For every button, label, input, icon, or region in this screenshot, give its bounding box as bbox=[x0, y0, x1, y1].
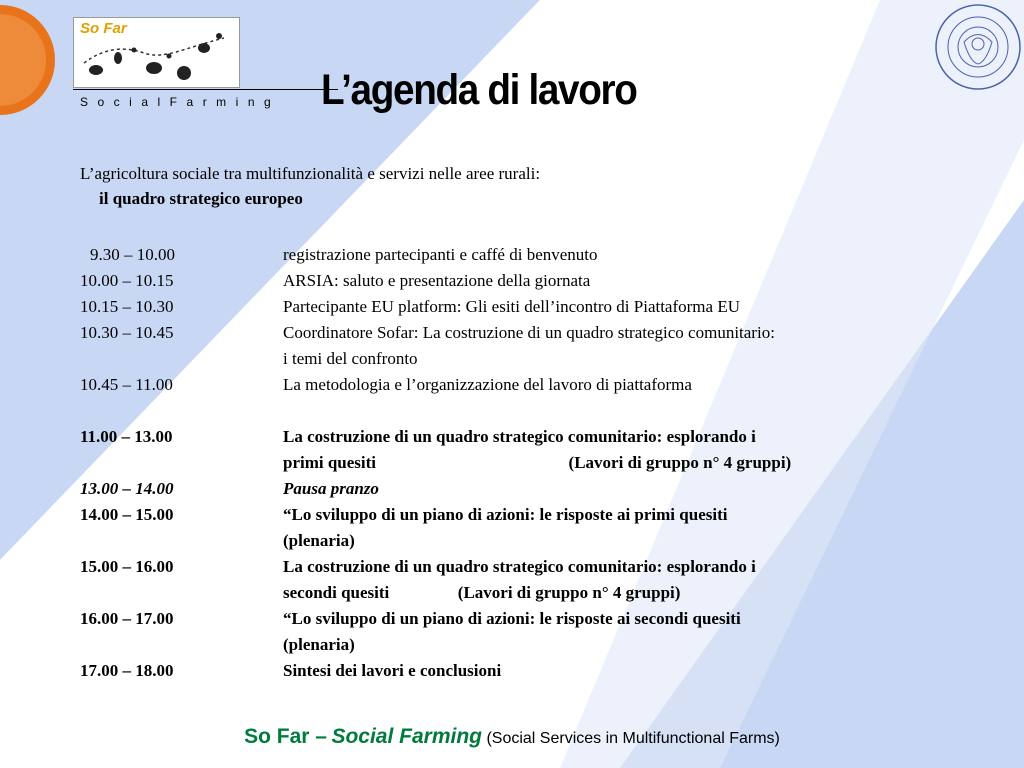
agenda-group-note: (Lavori di gruppo n° 4 gruppi) bbox=[457, 583, 681, 602]
agenda-time: 14.00 – 15.00 bbox=[80, 505, 174, 524]
agenda-time: 16.00 – 17.00 bbox=[80, 609, 174, 628]
page-title: L’agenda di lavoro bbox=[321, 66, 637, 114]
agenda-list bbox=[80, 242, 954, 684]
agenda-desc-block bbox=[283, 424, 954, 476]
intro bbox=[80, 161, 540, 211]
footer-brand-italic: Social Farming bbox=[331, 725, 482, 748]
footer-subtitle: (Social Services in Multifunctional Farms) bbox=[486, 730, 780, 747]
agenda-desc-continued: i temi del confronto bbox=[283, 349, 418, 368]
logo-text: So Far bbox=[80, 20, 127, 37]
agenda-desc: ARSIA: saluto e presentazione della giornata bbox=[283, 271, 591, 290]
agenda-time: 10.15 – 10.30 bbox=[80, 297, 174, 316]
agenda-desc-block bbox=[283, 320, 954, 372]
agenda-desc-continued bbox=[283, 450, 954, 476]
agenda-time: 13.00 – 14.00 bbox=[80, 479, 174, 498]
intro-line: L’agricoltura sociale tra multifunzionalità e servizi nelle aree rurali: bbox=[80, 164, 541, 183]
agenda-row bbox=[80, 424, 954, 476]
agenda-row bbox=[80, 502, 954, 554]
spacer bbox=[80, 398, 954, 424]
agenda-desc: La costruzione di un quadro strategico comunitario: esplorando i bbox=[283, 557, 756, 576]
agenda-time: 15.00 – 16.00 bbox=[80, 557, 174, 576]
intro-subtitle: il quadro strategico europeo bbox=[99, 189, 303, 208]
agenda-row bbox=[80, 372, 954, 398]
footer bbox=[0, 725, 1024, 749]
agenda-desc: Pausa pranzo bbox=[283, 479, 379, 498]
agenda-desc-block bbox=[283, 554, 954, 606]
agenda-row bbox=[80, 294, 954, 320]
agenda-row bbox=[80, 606, 954, 658]
brand-divider bbox=[73, 89, 338, 90]
agenda-row bbox=[80, 476, 954, 502]
agenda-desc: registrazione partecipanti e caffé di benvenuto bbox=[283, 245, 598, 264]
agenda-time: 10.45 – 11.00 bbox=[80, 375, 173, 394]
agenda-time: 10.00 – 10.15 bbox=[80, 271, 174, 290]
agenda-desc: Sintesi dei lavori e conclusioni bbox=[283, 661, 502, 680]
agenda-desc-continued: (plenaria) bbox=[283, 531, 355, 550]
sofar-logo bbox=[73, 17, 240, 88]
agenda-desc-block bbox=[283, 606, 954, 658]
agenda-row bbox=[80, 268, 954, 294]
agenda-desc: “Lo sviluppo di un piano di azioni: le risposte ai primi quesiti bbox=[283, 505, 728, 524]
agenda-row bbox=[80, 320, 954, 372]
agenda-desc-line2: primi quesiti bbox=[283, 453, 377, 472]
agenda-desc: Partecipante EU platform: Gli esiti dell’incontro di Piattaforma EU bbox=[283, 297, 740, 316]
agenda-row bbox=[80, 242, 954, 268]
agenda-time: 10.30 – 10.45 bbox=[80, 323, 174, 342]
agenda-desc-continued: (plenaria) bbox=[283, 635, 355, 654]
agenda-time: 9.30 – 10.00 bbox=[90, 245, 175, 264]
agenda-desc: “Lo sviluppo di un piano di azioni: le risposte ai secondi quesiti bbox=[283, 609, 741, 628]
agenda-row bbox=[80, 554, 954, 606]
agenda-desc-continued bbox=[283, 580, 954, 606]
agenda-desc: La metodologia e l’organizzazione del lavoro di piattaforma bbox=[283, 375, 692, 394]
agenda-row bbox=[80, 658, 954, 684]
university-seal-icon bbox=[934, 2, 1022, 92]
agenda-time: 17.00 – 18.00 bbox=[80, 661, 174, 680]
agenda-desc-block bbox=[283, 502, 954, 554]
agenda-desc: La costruzione di un quadro strategico comunitario: esplorando i bbox=[283, 427, 756, 446]
agenda-desc: Coordinatore Sofar: La costruzione di un quadro strategico comunitario: bbox=[283, 323, 775, 342]
agenda-group-note: (Lavori di gruppo n° 4 gruppi) bbox=[568, 453, 792, 472]
agenda-time: 11.00 – 13.00 bbox=[80, 427, 173, 446]
agenda-desc-line2: secondi quesiti bbox=[283, 583, 390, 602]
brand-text: SocialFarming bbox=[80, 95, 281, 109]
footer-brand: So Far – bbox=[244, 725, 327, 748]
